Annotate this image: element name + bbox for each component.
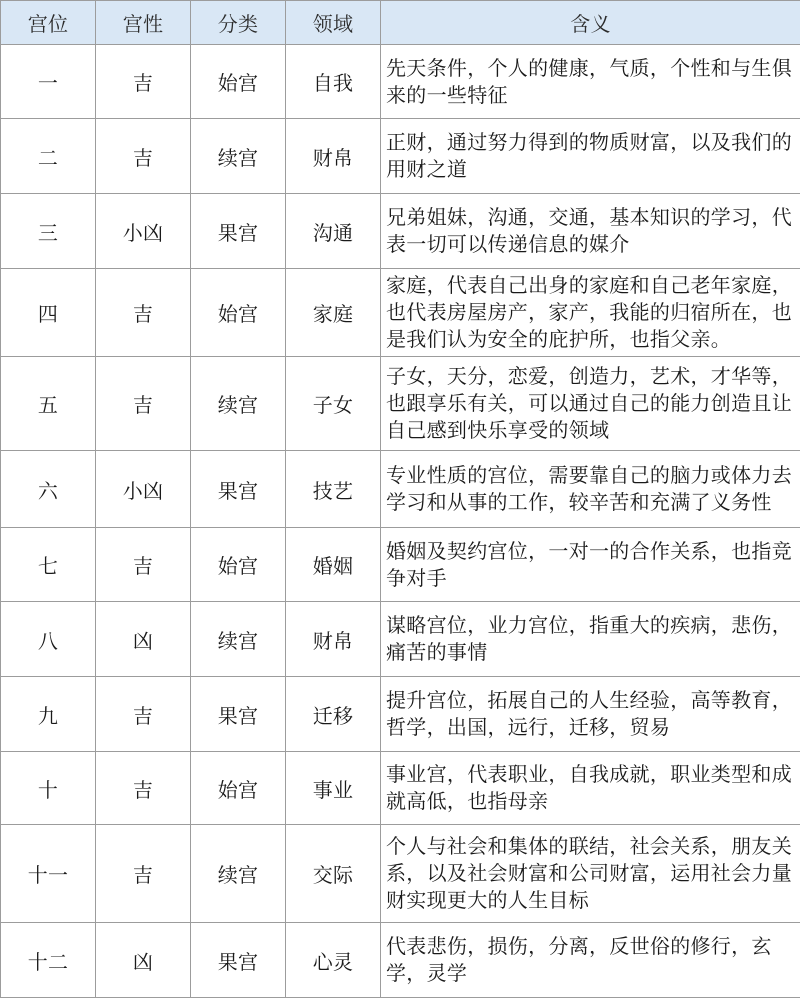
- table-row: [1, 602, 800, 677]
- domain-cell: 婚姻: [286, 528, 381, 602]
- meaning-cell: 谋略宫位，业力宫位，指重大的疾病，悲伤，痛苦的事情: [381, 602, 800, 677]
- position-cell: 三: [1, 194, 96, 269]
- position-cell: 六: [1, 451, 96, 528]
- table-row: [1, 923, 800, 998]
- position-cell: 九: [1, 677, 96, 752]
- position-cell: 十二: [1, 923, 96, 998]
- nature-cell: 吉: [96, 752, 191, 825]
- header-nature: 宫性: [96, 1, 191, 45]
- position-cell: 四: [1, 269, 96, 357]
- category-cell: 续宫: [191, 357, 286, 451]
- table-row: [1, 357, 800, 451]
- nature-cell: 吉: [96, 528, 191, 602]
- table-row: [1, 119, 800, 194]
- category-cell: 续宫: [191, 602, 286, 677]
- position-cell: 八: [1, 602, 96, 677]
- nature-cell: 吉: [96, 119, 191, 194]
- table-row: [1, 45, 800, 119]
- table-row: [1, 825, 800, 923]
- category-cell: 续宫: [191, 825, 286, 923]
- position-cell: 十: [1, 752, 96, 825]
- position-cell: 一: [1, 45, 96, 119]
- nature-cell: 小凶: [96, 451, 191, 528]
- category-cell: 始宫: [191, 752, 286, 825]
- meaning-cell: 家庭，代表自己出身的家庭和自己老年家庭，也代表房屋房产，家产，我能的归宿所在，也是我们认为安全的庇护所，也指父亲。: [381, 269, 800, 357]
- meaning-cell: 先天条件，个人的健康，气质，个性和与生俱来的一些特征: [381, 45, 800, 119]
- meaning-cell: 提升宫位，拓展自己的人生经验，高等教育，哲学，出国，远行，迁移，贸易: [381, 677, 800, 752]
- table-row: [1, 194, 800, 269]
- meaning-cell: 个人与社会和集体的联结，社会关系，朋友关系，以及社会财富和公司财富，运用社会力量财实现更大的人生目标: [381, 825, 800, 923]
- table-row: [1, 269, 800, 357]
- nature-cell: 吉: [96, 677, 191, 752]
- table-row: [1, 677, 800, 752]
- header-domain: 领域: [286, 1, 381, 45]
- header-row: [1, 1, 800, 45]
- table-row: [1, 752, 800, 825]
- category-cell: 果宫: [191, 451, 286, 528]
- domain-cell: 技艺: [286, 451, 381, 528]
- meaning-cell: 子女，天分，恋爱，创造力，艺术，才华等，也跟享乐有关，可以通过自己的能力创造且让自己感到快乐享受的领域: [381, 357, 800, 451]
- category-cell: 始宫: [191, 528, 286, 602]
- domain-cell: 子女: [286, 357, 381, 451]
- position-cell: 五: [1, 357, 96, 451]
- table-header: [1, 1, 800, 45]
- meaning-cell: 正财，通过努力得到的物质财富，以及我们的用财之道: [381, 119, 800, 194]
- category-cell: 果宫: [191, 923, 286, 998]
- domain-cell: 交际: [286, 825, 381, 923]
- nature-cell: 吉: [96, 825, 191, 923]
- nature-cell: 小凶: [96, 194, 191, 269]
- domain-cell: 心灵: [286, 923, 381, 998]
- meaning-cell: 代表悲伤，损伤，分离，反世俗的修行，玄学，灵学: [381, 923, 800, 998]
- nature-cell: 吉: [96, 357, 191, 451]
- domain-cell: 财帛: [286, 119, 381, 194]
- domain-cell: 沟通: [286, 194, 381, 269]
- nature-cell: 凶: [96, 602, 191, 677]
- header-category: 分类: [191, 1, 286, 45]
- meaning-cell: 专业性质的宫位，需要靠自己的脑力或体力去学习和从事的工作，较辛苦和充满了义务性: [381, 451, 800, 528]
- category-cell: 续宫: [191, 119, 286, 194]
- category-cell: 始宫: [191, 269, 286, 357]
- position-cell: 七: [1, 528, 96, 602]
- category-cell: 果宫: [191, 677, 286, 752]
- position-cell: 十一: [1, 825, 96, 923]
- table-row: [1, 528, 800, 602]
- meaning-cell: 婚姻及契约宫位，一对一的合作关系，也指竞争对手: [381, 528, 800, 602]
- domain-cell: 自我: [286, 45, 381, 119]
- table-row: [1, 451, 800, 528]
- domain-cell: 迁移: [286, 677, 381, 752]
- header-position: 宫位: [1, 1, 96, 45]
- header-meaning: 含义: [381, 1, 800, 45]
- domain-cell: 事业: [286, 752, 381, 825]
- category-cell: 始宫: [191, 45, 286, 119]
- domain-cell: 家庭: [286, 269, 381, 357]
- position-cell: 二: [1, 119, 96, 194]
- table-body: [1, 45, 800, 998]
- domain-cell: 财帛: [286, 602, 381, 677]
- nature-cell: 吉: [96, 269, 191, 357]
- nature-cell: 吉: [96, 45, 191, 119]
- meaning-cell: 兄弟姐妹，沟通，交通，基本知识的学习，代表一切可以传递信息的媒介: [381, 194, 800, 269]
- category-cell: 果宫: [191, 194, 286, 269]
- nature-cell: 凶: [96, 923, 191, 998]
- meaning-cell: 事业宫，代表职业，自我成就，职业类型和成就高低，也指母亲: [381, 752, 800, 825]
